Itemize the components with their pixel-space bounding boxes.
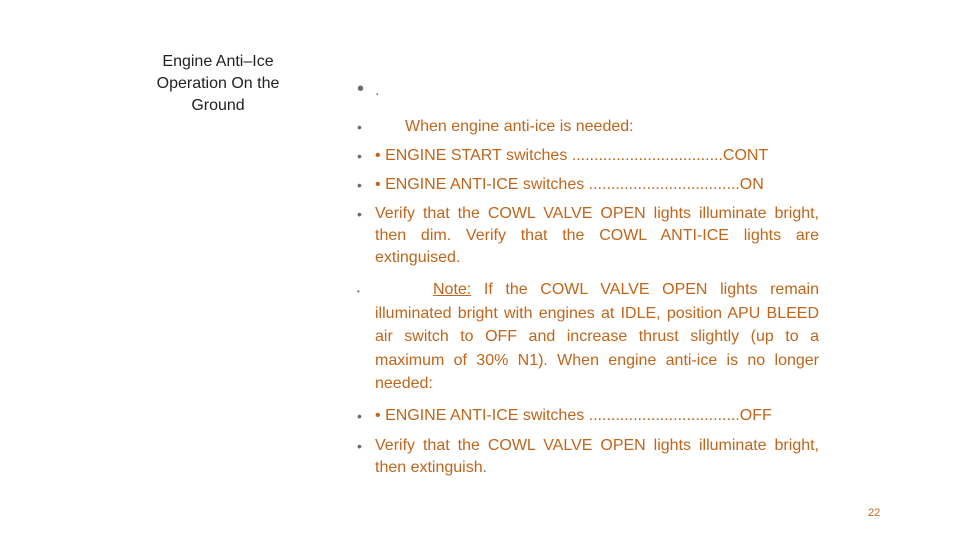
note-label: Note: [433,281,472,298]
bullet-icon: • [357,287,360,296]
bullet-icon: • [357,119,362,135]
checklist-step-engine-start: ENGINE START switches ..................................CONT [385,147,769,164]
sub-bullet-icon: • [375,147,381,164]
list-item [357,203,819,269]
bullet-icon: • [357,177,362,193]
bullet-icon: • [357,407,362,424]
note-item [357,278,819,396]
list-item [357,116,819,138]
slide-title-line: Ground [191,97,245,114]
sub-bullet-icon: • [375,176,381,193]
list-item [357,405,819,427]
note-body: If the COWL VALVE OPEN lights remain illuminated bright with engines at IDLE, position APU BLEED air switch to OFF and increase thrust slightly (up to a maximum of 30% N1). When engine anti-ice is no longer needed: [375,281,819,392]
list-item [357,435,819,479]
page-number: 22 [868,507,881,519]
list-item-text: Verify that the COWL VALVE OPEN lights illuminate bright, then dim. Verify that the COWL ANTI-ICE lights are extinguised. [375,205,819,266]
list-item-text: Verify that the COWL VALVE OPEN lights illuminate bright, then extinguish. [375,436,819,476]
slide-title [118,51,318,117]
checklist-step-anti-ice-on: ENGINE ANTI-ICE switches ..................................ON [385,176,764,193]
list-item-text: When engine anti-ice is needed: [405,118,634,135]
slide-title-line: Engine Anti–Ice [162,53,274,70]
sub-bullet-icon: • [375,406,381,424]
list-item [357,174,819,196]
list-item-text: . [375,82,380,99]
list-item [357,145,819,167]
bullet-icon: • [357,206,362,222]
procedure-list [357,80,819,479]
slide-title-line: Operation On the [156,75,280,92]
bullet-icon: • [357,78,365,100]
bullet-icon: • [357,437,362,454]
bullet-icon: • [357,148,362,164]
note-text [375,278,819,396]
checklist-step-anti-ice-off: ENGINE ANTI-ICE switches ..................................OFF [385,406,772,424]
list-item [357,80,819,102]
